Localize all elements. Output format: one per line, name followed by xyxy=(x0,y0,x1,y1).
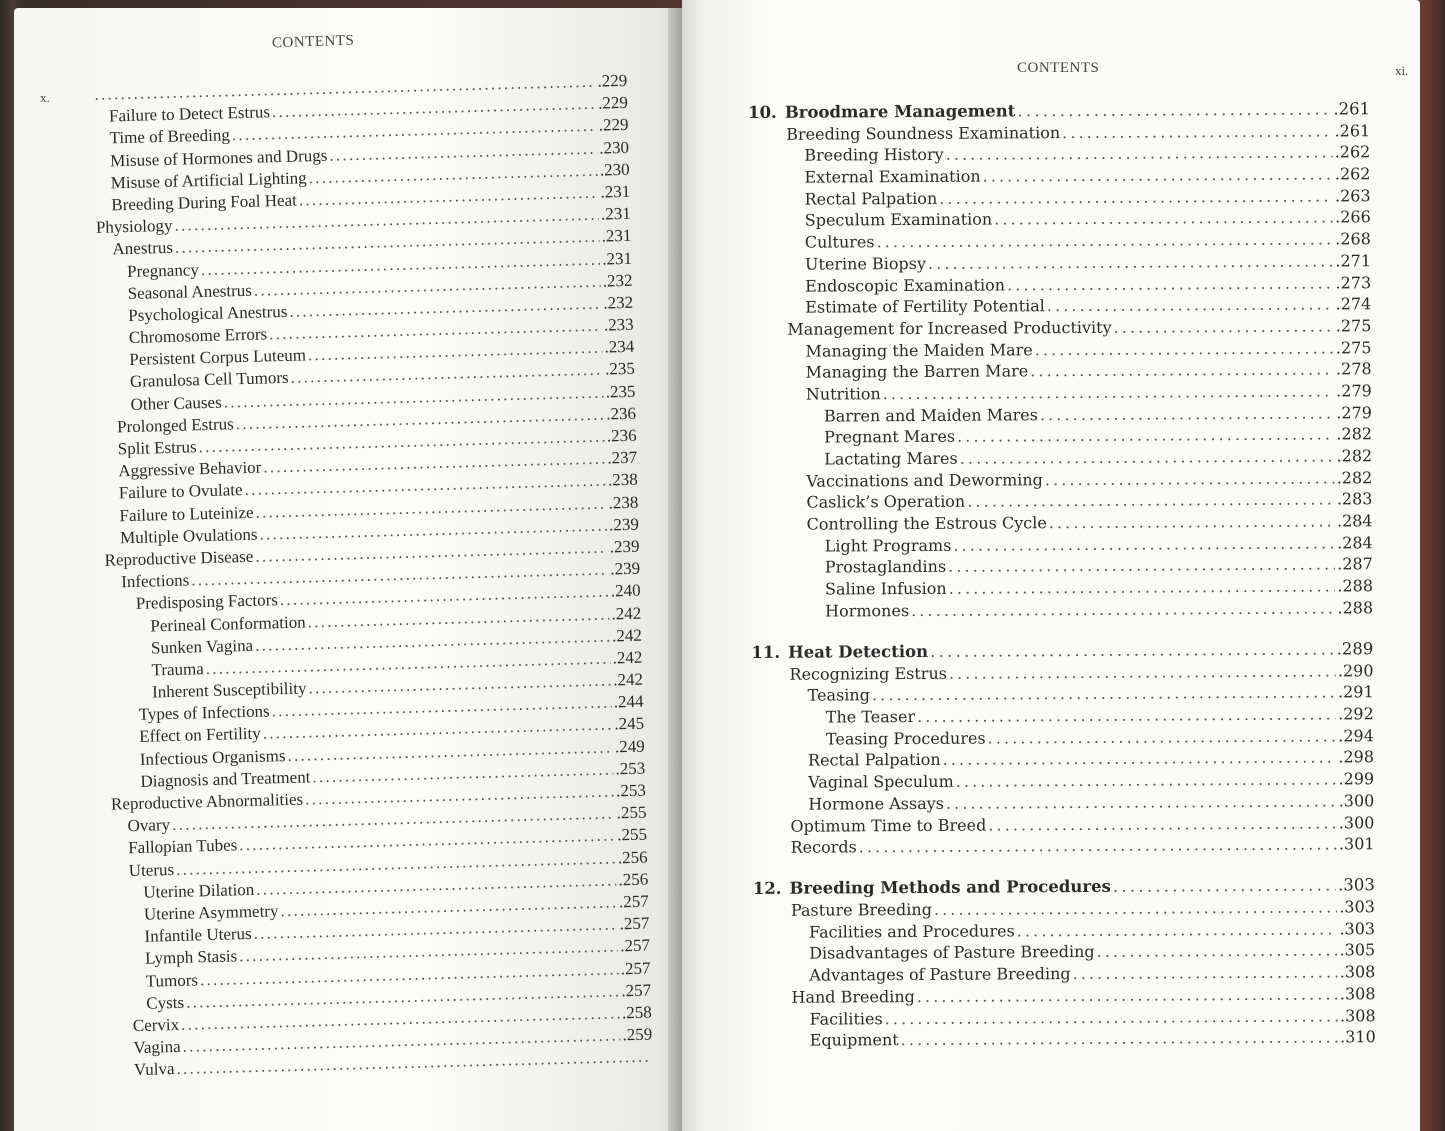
toc-entry-page: .308 xyxy=(1339,962,1376,982)
toc-entry-label: Ovary xyxy=(127,815,171,836)
toc-entry-label: Teasing xyxy=(807,685,870,706)
toc-entry-page: .259 xyxy=(622,1024,653,1045)
chapter-number: 12. xyxy=(752,879,782,899)
toc-entry-page: .284 xyxy=(1337,532,1373,553)
toc-entry-label: Multiple Ovulations xyxy=(119,524,258,548)
toc-entry-label: Recognizing Estrus xyxy=(789,663,947,684)
toc-entry-label: Tumors xyxy=(145,969,199,991)
toc-entry-label: External Examination xyxy=(804,166,981,187)
dot-leader xyxy=(1114,315,1334,338)
dot-leader xyxy=(928,250,1333,274)
toc-entry-page: .253 xyxy=(615,780,647,801)
toc-entry-page: .236 xyxy=(605,403,637,424)
dot-leader xyxy=(949,660,1336,684)
toc-entry-page: .300 xyxy=(1338,812,1375,832)
toc-entry-label: Failure to Ovulate xyxy=(118,480,243,503)
toc-entry-page: .305 xyxy=(1339,940,1376,960)
toc-entry-page: .284 xyxy=(1336,511,1373,531)
toc-entry-page: .255 xyxy=(617,824,648,845)
dot-leader xyxy=(988,725,1337,749)
toc-entry-label: Vagina xyxy=(133,1036,181,1058)
dot-leader xyxy=(1097,940,1338,963)
dot-leader xyxy=(949,576,1336,600)
dot-leader xyxy=(1113,875,1336,898)
toc-entry-page: .282 xyxy=(1336,446,1373,466)
toc-entry-page: .300 xyxy=(1338,791,1375,811)
toc-entry-label: Managing the Barren Mare xyxy=(805,361,1029,382)
toc-entry-label: Cervix xyxy=(132,1014,180,1036)
toc-entry-page: .287 xyxy=(1337,554,1373,574)
toc-entry-page: .282 xyxy=(1336,467,1373,488)
toc-entry-page: .262 xyxy=(1334,164,1371,184)
toc-entry-page: .303 xyxy=(1339,918,1376,939)
toc-entry-label: Reproductive Disease xyxy=(104,546,254,570)
toc-entry-page: .244 xyxy=(613,691,644,712)
toc-entry-label: Uterus xyxy=(128,859,175,880)
toc-entry-page: .298 xyxy=(1338,747,1375,767)
toc-entry-page: .290 xyxy=(1337,660,1374,681)
toc-entry-page: .258 xyxy=(621,1002,652,1023)
toc-entry-page: .279 xyxy=(1336,402,1372,423)
toc-entry-label: Estimate of Fertility Potential xyxy=(805,296,1045,317)
toc-entry-page: .274 xyxy=(1335,294,1372,314)
toc-entry-label: Trauma xyxy=(151,659,205,680)
dot-leader xyxy=(1035,337,1334,361)
dot-leader xyxy=(917,703,1336,727)
dot-leader xyxy=(939,185,1333,209)
chapter-title: Broodmare Management xyxy=(784,101,1016,122)
toc-entry-page: .262 xyxy=(1334,142,1371,162)
toc-entry-label: Vaccinations and Deworming xyxy=(806,469,1043,491)
toc-entry-page: .294 xyxy=(1338,725,1374,746)
toc-entry-page: .310 xyxy=(1340,1027,1376,1047)
toc-entry-label: Split Estrus xyxy=(117,437,197,459)
toc-entry-label: Prolonged Estrus xyxy=(116,414,235,437)
toc-entry-page: .229 xyxy=(598,115,629,136)
toc-entry-label: Reproductive Abnormalities xyxy=(110,789,304,814)
toc-entry-page: .257 xyxy=(618,891,650,912)
toc-entry-page: .231 xyxy=(601,248,633,269)
toc-entry-label: Breeding History xyxy=(804,145,944,166)
toc-entry-label: Time of Breeding xyxy=(109,125,231,148)
toc-entry-page: .257 xyxy=(621,980,652,1001)
toc-entry-page: .256 xyxy=(618,869,649,890)
toc-entry-label: Light Programs xyxy=(824,535,952,556)
toc-entry-page: .234 xyxy=(604,337,635,357)
toc-entry-page: .233 xyxy=(603,314,634,335)
toc-entry-page: .232 xyxy=(603,292,634,313)
dot-leader xyxy=(956,769,1337,793)
toc-entry-page: .261 xyxy=(1334,120,1371,141)
toc-entry-page: .236 xyxy=(606,425,637,446)
toc-entry-page: .257 xyxy=(619,913,650,934)
right-running-head: CONTENTS xyxy=(1017,60,1100,76)
toc-entry-page: .283 xyxy=(1336,489,1373,509)
toc-entry-label: Failure to Luteinize xyxy=(119,502,254,525)
toc-entry-page: .308 xyxy=(1339,983,1376,1004)
dot-leader xyxy=(1040,402,1334,426)
toc-entry-label: Vulva xyxy=(133,1059,175,1080)
toc-entry-page: .279 xyxy=(1336,381,1372,401)
left-folio: x. xyxy=(40,90,50,105)
toc-entry-page: .230 xyxy=(599,159,630,180)
toc-entry-label: Uterine Biopsy xyxy=(804,253,927,274)
toc-entry-page: .238 xyxy=(608,492,639,513)
toc-entry-label: Hand Breeding xyxy=(791,986,915,1007)
toc-entry-label: Records xyxy=(790,837,857,857)
dot-leader xyxy=(946,790,1337,814)
toc-entry-page: .282 xyxy=(1336,424,1373,444)
toc-entry-label: Hormone Assays xyxy=(808,793,945,814)
dot-leader xyxy=(917,983,1338,1007)
toc-entry-page: .291 xyxy=(1337,682,1374,702)
toc-entry-page: .278 xyxy=(1335,359,1372,379)
dot-leader xyxy=(1030,359,1334,383)
toc-entry-page: .271 xyxy=(1335,251,1372,271)
toc-entry-page: .231 xyxy=(600,203,632,224)
toc-entry xyxy=(752,833,1374,858)
toc-entry-page: .240 xyxy=(610,581,641,601)
toc-entry-page: .268 xyxy=(1335,229,1371,249)
toc-entry-page: .257 xyxy=(619,935,651,956)
dot-leader xyxy=(948,554,1335,578)
toc-entry-label: Pasture Breeding xyxy=(790,899,932,920)
dot-leader xyxy=(946,142,1333,166)
toc-entry xyxy=(754,1026,1376,1051)
toc-entry-page: .256 xyxy=(617,847,648,867)
dot-leader xyxy=(988,812,1337,836)
dot-leader xyxy=(883,380,1335,404)
toc-entry-page: .235 xyxy=(604,359,636,379)
dot-leader xyxy=(877,229,1334,253)
dot-leader xyxy=(859,834,1337,859)
toc-entry-label: Physiology xyxy=(95,215,173,237)
dot-leader xyxy=(943,747,1337,771)
toc-entry-label: Failure to Detect Estrus xyxy=(108,102,271,126)
left-toc-list xyxy=(92,70,653,1082)
toc-entry-label: Breeding During Foal Heat xyxy=(111,190,298,215)
toc-entry-label: Barren and Maiden Mares xyxy=(823,404,1038,426)
toc-entry-page: .242 xyxy=(612,669,644,690)
dot-leader xyxy=(960,445,1335,469)
left-running-head: CONTENTS xyxy=(271,32,355,52)
toc-entry-label: Nutrition xyxy=(805,384,881,404)
toc-entry-label: Types of Infections xyxy=(138,701,270,725)
toc-entry-label: Disadvantages of Pasture Breeding xyxy=(809,942,1095,964)
dot-leader xyxy=(1073,962,1338,985)
toc-entry-label: Persistent Corpus Luteum xyxy=(129,345,307,370)
toc-entry-page: .242 xyxy=(612,647,643,668)
toc-entry-label: Uterine Dilation xyxy=(143,879,255,902)
chapter-title: Breeding Methods and Procedures xyxy=(789,877,1111,899)
toc-entry-label: Diagnosis and Treatment xyxy=(140,767,311,791)
toc-entry-page: .266 xyxy=(1335,207,1371,227)
toc-entry-page: .235 xyxy=(605,381,636,402)
chapter-number: 11. xyxy=(751,642,781,662)
dot-leader xyxy=(1045,467,1335,490)
toc-entry-label: Predisposing Factors xyxy=(135,590,279,614)
toc-entry-label: Uterine Asymmetry xyxy=(143,901,279,924)
toc-entry-label: Advantages of Pasture Breeding xyxy=(809,964,1071,985)
dot-leader xyxy=(934,896,1338,920)
toc-entry-label: Speculum Examination xyxy=(804,209,993,231)
toc-entry-label: Breeding Soundness Examination xyxy=(786,122,1061,144)
toc-entry-page: .242 xyxy=(611,625,643,646)
toc-entry-page: .231 xyxy=(601,226,632,246)
toc-entry-label: Management for Increased Productivity xyxy=(787,317,1112,339)
toc-entry-label: Effect on Fertility xyxy=(139,724,261,747)
toc-entry-page: .253 xyxy=(615,758,646,779)
dot-leader xyxy=(930,638,1335,662)
toc-entry-label: Facilities xyxy=(809,1008,883,1029)
toc-entry-label: Rectal Palpation xyxy=(804,188,938,209)
dot-leader xyxy=(967,489,1335,513)
toc-entry-label: Prostaglandins xyxy=(824,557,947,577)
chapter-title: Heat Detection xyxy=(788,641,929,662)
toc-entry-label: Infectious Organisms xyxy=(139,745,286,769)
toc-entry-label: Inherent Susceptibility xyxy=(151,678,307,702)
toc-entry-page: .275 xyxy=(1335,337,1372,357)
dot-leader xyxy=(1062,120,1333,143)
toc-entry-label: Perineal Conformation xyxy=(150,611,306,636)
toc-entry-label: Psychological Anestrus xyxy=(128,301,288,325)
toc-entry-page: .239 xyxy=(610,558,641,579)
dot-leader xyxy=(957,424,1334,448)
dot-leader xyxy=(885,1005,1338,1029)
toc-entry-label: Aggressive Behavior xyxy=(118,457,262,481)
toc-entry-page: .288 xyxy=(1337,598,1374,618)
toc-entry-page: .273 xyxy=(1335,272,1372,292)
toc-entry-label: Optimum Time to Breed xyxy=(790,815,987,836)
right-folio: xi. xyxy=(1395,63,1409,78)
toc-entry-page: .231 xyxy=(600,181,631,202)
toc-entry-label: Cultures xyxy=(804,232,875,252)
toc-entry-label: Pregnant Mares xyxy=(823,427,956,447)
toc-entry-page: .303 xyxy=(1339,897,1375,917)
chapter-page: .303 xyxy=(1337,875,1375,895)
dot-leader xyxy=(1017,98,1331,122)
chapter-page: .261 xyxy=(1333,99,1371,119)
toc-entry xyxy=(751,597,1373,622)
toc-entry-page: .257 xyxy=(620,958,651,978)
toc-entry-label: Seasonal Anestrus xyxy=(127,280,253,303)
toc-entry-label: Saline Infusion xyxy=(824,578,947,599)
toc-entry-page: .292 xyxy=(1338,704,1374,724)
dot-leader xyxy=(994,207,1333,231)
dot-leader xyxy=(953,532,1335,556)
toc-entry-label: Rectal Palpation xyxy=(807,750,941,771)
toc-entry-label: Endoscopic Examination xyxy=(805,274,1006,296)
chapter-page: .289 xyxy=(1336,639,1374,659)
right-toc-list xyxy=(748,98,1376,1052)
dot-leader xyxy=(1047,294,1334,317)
toc-entry-label: Facilities and Procedures xyxy=(809,921,1015,942)
toc-entry-page: .249 xyxy=(614,736,645,757)
toc-entry-page: .238 xyxy=(607,470,638,490)
toc-entry-label: Fallopian Tubes xyxy=(127,835,238,858)
toc-entry-label: Granulosa Cell Tumors xyxy=(129,368,289,392)
dot-leader xyxy=(901,1027,1339,1051)
toc-entry-page: .275 xyxy=(1335,316,1372,336)
toc-entry-page: .308 xyxy=(1339,1005,1376,1025)
toc-entry-label: Lymph Stasis xyxy=(144,946,238,969)
toc-entry-page: .263 xyxy=(1334,185,1371,206)
toc-entry-label: Sunken Vagina xyxy=(150,635,254,658)
toc-entry-label: Vaginal Speculum xyxy=(808,771,954,792)
toc-entry-label: Managing the Maiden Mare xyxy=(805,339,1033,361)
toc-entry-page: .232 xyxy=(602,270,633,291)
toc-entry-label: Misuse of Artificial Lighting xyxy=(110,168,307,193)
toc-entry-page: .229 xyxy=(597,93,629,113)
toc-entry-page: .245 xyxy=(614,714,645,734)
toc-entry-label: Anestrus xyxy=(112,238,174,259)
dot-leader xyxy=(1017,918,1338,942)
toc-entry-label: Cysts xyxy=(146,992,185,1013)
toc-entry-label: Controlling the Estrous Cycle xyxy=(806,513,1047,534)
toc-entry-page: .239 xyxy=(608,514,640,535)
toc-entry-page: .229 xyxy=(597,70,628,91)
toc-entry-label: The Teaser xyxy=(825,707,916,727)
toc-entry-page: .255 xyxy=(616,802,647,823)
toc-entry-page: .288 xyxy=(1337,576,1374,596)
toc-entry-label: Infantile Uterus xyxy=(144,924,252,946)
toc-entry-label: Pregnancy xyxy=(126,259,200,281)
dot-leader xyxy=(1007,272,1334,296)
toc-entry-label: Caslick’s Operation xyxy=(806,492,966,513)
toc-entry-label: Lactating Mares xyxy=(824,448,958,469)
toc-entry-label: Equipment xyxy=(809,1030,899,1050)
toc-entry-page: .239 xyxy=(609,536,640,557)
chapter-number: 10. xyxy=(748,102,777,122)
dot-leader xyxy=(983,163,1333,187)
toc-entry-page: .301 xyxy=(1338,834,1375,854)
toc-entry-label: Other Causes xyxy=(130,392,222,414)
toc-entry-page: .242 xyxy=(611,603,642,623)
toc-entry-label: Hormones xyxy=(825,600,910,621)
toc-entry-label: Teasing Procedures xyxy=(825,728,986,749)
dot-leader xyxy=(911,597,1335,621)
toc-entry-page: .299 xyxy=(1338,769,1375,789)
toc-entry-label: Infections xyxy=(120,570,190,592)
dot-leader xyxy=(872,682,1336,707)
dot-leader xyxy=(1049,510,1335,533)
toc-entry-label: Chromosome Errors xyxy=(128,324,268,348)
toc-entry-page: .230 xyxy=(599,137,630,158)
toc-entry-page: .237 xyxy=(607,447,638,468)
toc-entry-label: Misuse of Hormones and Drugs xyxy=(109,145,328,170)
